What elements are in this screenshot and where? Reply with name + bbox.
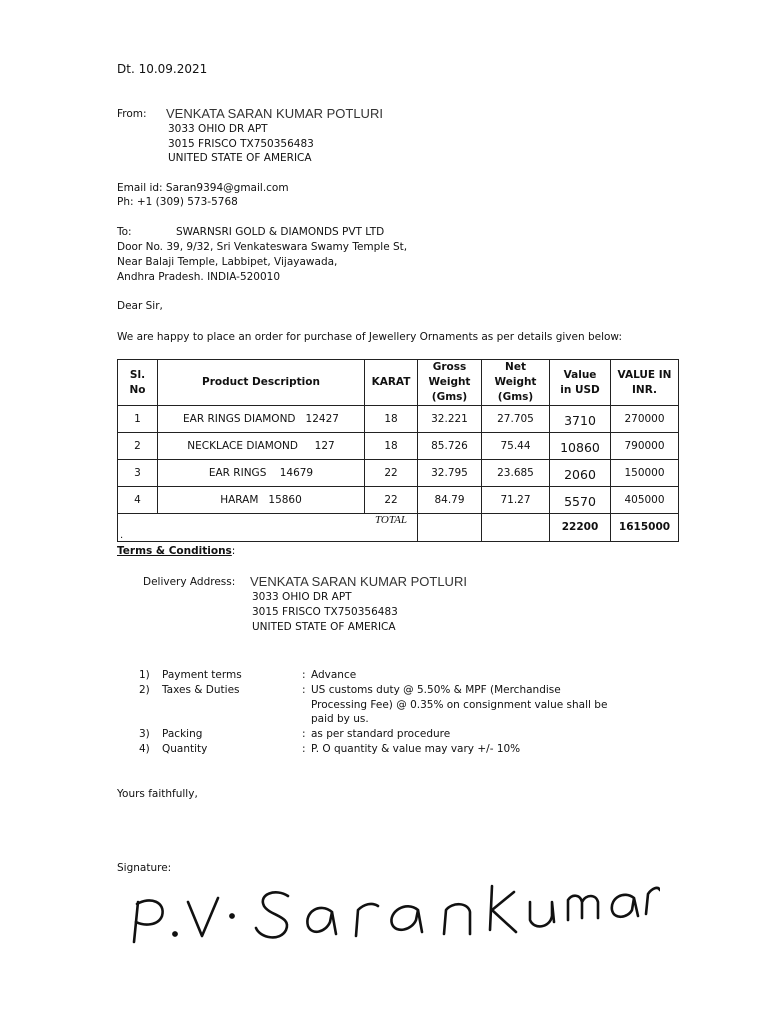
cell-description: NECKLACE DIAMOND 127 — [158, 433, 365, 460]
table-row — [118, 460, 679, 487]
cell-description: EAR RINGS 14679 — [158, 460, 365, 487]
intro-text: We are happy to place an order for purchase of Jewellery Ornaments as per details given below: — [117, 331, 622, 343]
total-dot: . — [120, 530, 124, 541]
total-gross-cell — [418, 514, 482, 542]
header-value-inr: VALUE IN INR. — [611, 360, 679, 406]
sender-address-line: 3015 FRISCO TX750356483 — [168, 138, 314, 150]
cell-net-weight: 23.685 — [482, 460, 550, 487]
delivery-address-line: UNITED STATE OF AMERICA — [252, 621, 396, 633]
recipient-name: SWARNSRI GOLD & DIAMONDS PVT LTD — [176, 226, 385, 238]
delivery-address-line: 3033 OHIO DR APT — [252, 591, 352, 603]
cell-value-usd: 3710 — [550, 406, 611, 433]
table-header-row — [118, 360, 679, 406]
term-text: Processing Fee) @ 0.35% on consignment value shall be — [311, 699, 608, 711]
sender-phone: Ph: +1 (309) 573-5768 — [117, 196, 238, 208]
header-net-weight: Net Weight (Gms) — [482, 360, 550, 406]
recipient-address-line: Near Balaji Temple, Labbipet, Vijayawada, — [117, 256, 338, 268]
sender-address-line: 3033 OHIO DR APT — [168, 123, 268, 135]
table-row — [118, 406, 679, 433]
term-number: 3) — [139, 728, 150, 740]
closing: Yours faithfully, — [117, 788, 198, 800]
term-colon: : — [302, 669, 306, 681]
cell-value-usd: 5570 — [550, 487, 611, 514]
sender-name: VENKATA SARAN KUMAR POTLURI — [166, 106, 383, 121]
term-number: 2) — [139, 684, 150, 696]
term-label: Quantity — [162, 743, 208, 755]
order-items-table — [117, 359, 679, 542]
term-number: 4) — [139, 743, 150, 755]
delivery-name: VENKATA SARAN KUMAR POTLURI — [250, 574, 467, 589]
term-text: paid by us. — [311, 713, 369, 725]
total-net-cell — [482, 514, 550, 542]
terms-heading-wrap — [117, 545, 235, 557]
term-colon: : — [302, 728, 306, 740]
cell-karat: 22 — [365, 487, 418, 514]
delivery-address-line: 3015 FRISCO TX750356483 — [252, 606, 398, 618]
term-label: Payment terms — [162, 669, 242, 681]
term-text: Advance — [311, 669, 357, 681]
term-number: 1) — [139, 669, 150, 681]
term-text: P. O quantity & value may vary +/- 10% — [311, 743, 521, 755]
salutation: Dear Sir, — [117, 300, 163, 312]
signature-label: Signature: — [117, 862, 172, 874]
cell-sl-no: 3 — [118, 460, 158, 487]
header-sl-no: Sl. No — [118, 360, 158, 406]
terms-heading-colon: : — [231, 545, 236, 557]
cell-sl-no: 4 — [118, 487, 158, 514]
table-total-row — [118, 514, 679, 542]
total-label-cell — [118, 514, 418, 542]
cell-sl-no: 1 — [118, 406, 158, 433]
term-colon: : — [302, 743, 306, 755]
term-label: Taxes & Duties — [162, 684, 240, 696]
letter-date: Dt. 10.09.2021 — [117, 62, 208, 76]
cell-gross-weight: 32.795 — [418, 460, 482, 487]
table-row — [118, 487, 679, 514]
cell-karat: 18 — [365, 433, 418, 460]
from-label: From: — [117, 108, 147, 120]
term-label: Packing — [162, 728, 203, 740]
terms-heading: Terms & Conditions — [117, 545, 232, 557]
cell-sl-no: 2 — [118, 433, 158, 460]
cell-value-inr: 790000 — [611, 433, 679, 460]
term-text: as per standard procedure — [311, 728, 451, 740]
handwritten-signature — [120, 872, 660, 952]
cell-gross-weight: 84.79 — [418, 487, 482, 514]
cell-value-inr: 405000 — [611, 487, 679, 514]
cell-description: EAR RINGS DIAMOND 12427 — [158, 406, 365, 433]
table-row — [118, 433, 679, 460]
cell-net-weight: 75.44 — [482, 433, 550, 460]
total-value-usd: 22200 — [550, 514, 611, 542]
cell-gross-weight: 32.221 — [418, 406, 482, 433]
total-value-inr: 1615000 — [611, 514, 679, 542]
cell-value-inr: 270000 — [611, 406, 679, 433]
recipient-address-line: Door No. 39, 9/32, Sri Venkateswara Swamy Temple St, — [117, 241, 408, 253]
cell-net-weight: 71.27 — [482, 487, 550, 514]
cell-value-usd: 10860 — [550, 433, 611, 460]
header-value-usd: Value in USD — [550, 360, 611, 406]
cell-gross-weight: 85.726 — [418, 433, 482, 460]
to-label: To: — [117, 226, 132, 238]
cell-karat: 22 — [365, 460, 418, 487]
delivery-address-label: Delivery Address: — [143, 576, 236, 588]
header-product-description: Product Description — [158, 360, 365, 406]
cell-value-inr: 150000 — [611, 460, 679, 487]
total-label: TOTAL — [374, 514, 407, 526]
term-text: US customs duty @ 5.50% & MPF (Merchandise — [311, 684, 561, 696]
sender-email: Email id: Saran9394@gmail.com — [117, 182, 289, 194]
cell-net-weight: 27.705 — [482, 406, 550, 433]
recipient-address-line: Andhra Pradesh. INDIA-520010 — [117, 271, 281, 283]
header-karat: KARAT — [365, 360, 418, 406]
term-colon: : — [302, 684, 306, 696]
cell-value-usd: 2060 — [550, 460, 611, 487]
header-gross-weight: Gross Weight (Gms) — [418, 360, 482, 406]
cell-karat: 18 — [365, 406, 418, 433]
sender-address-line: UNITED STATE OF AMERICA — [168, 152, 312, 164]
cell-description: HARAM 15860 — [158, 487, 365, 514]
